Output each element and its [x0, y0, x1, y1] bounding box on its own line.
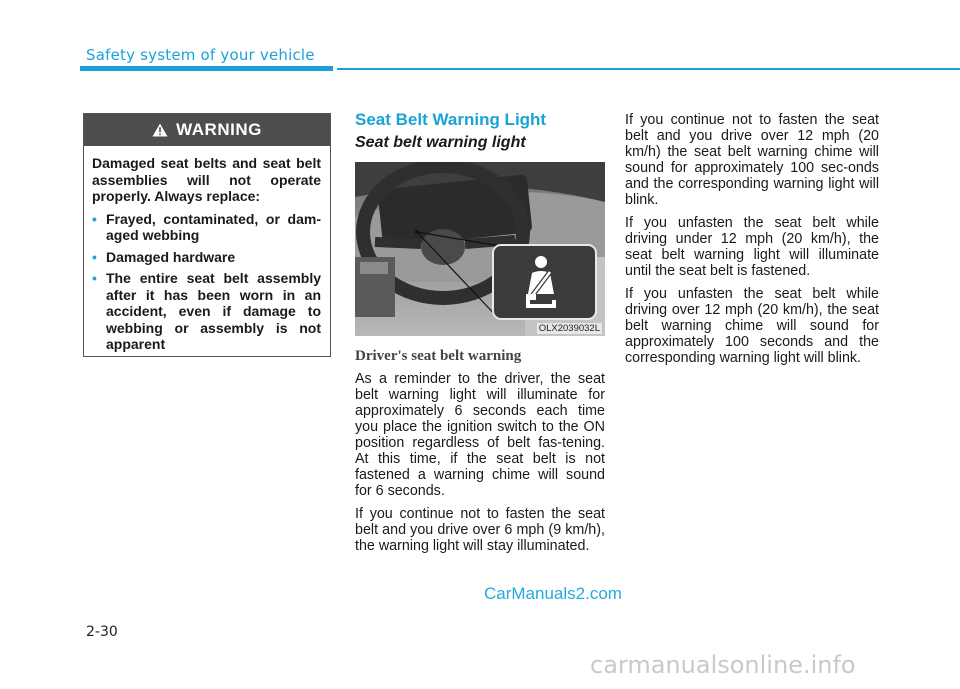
bullet-icon: •	[92, 270, 97, 286]
warning-heading: WARNING	[176, 120, 262, 139]
header-rule-thick	[80, 66, 333, 71]
driver-warning-heading: Driver's seat belt warning	[355, 348, 522, 364]
paragraph: If you unfasten the seat belt while driving over 12 mph (20 km/h), the seat belt warning chime will sound for approximately 100 seconds and the corresponding warning light will blink.	[625, 286, 879, 366]
warning-list-item: • Frayed, contaminated, or dam-aged webbing	[92, 210, 321, 243]
paragraph: If you continue not to fasten the seat belt and you drive over 6 mph (9 km/h), the warning light will stay illuminated.	[355, 506, 605, 554]
bullet-icon: •	[92, 248, 97, 265]
header-rule-thin	[337, 68, 960, 70]
warning-box	[83, 113, 331, 357]
section-header-title: Safety system of your vehicle	[86, 46, 315, 64]
warning-list-item: • Damaged hardware	[92, 248, 236, 265]
paragraph: If you continue not to fasten the seat belt and you drive over 12 mph (20 km/h) the seat belt warning chime will sound for approximately 100 sec-onds and the corresponding warning light will blink.	[625, 112, 879, 208]
section-subtitle: Seat belt warning light	[355, 134, 526, 151]
warning-triangle-icon	[152, 123, 168, 137]
footer-watermark: carmanualsonline.info	[590, 651, 856, 679]
watermark-link[interactable]: CarManuals2.com	[484, 584, 622, 603]
warning-list-item: • The entire seat belt assembly after it has been worn in an accident, even if damage to webbing or assembly is not apparent	[92, 270, 321, 352]
page-number: 2-30	[86, 624, 118, 640]
paragraph: As a reminder to the driver, the seat belt warning light will illuminate for approximately 6 seconds each time you place the ignition switch to the ON position regardless of belt fas-tening. At this time, if the seat belt is not fastened a warning chime will sound for 6 seconds.	[355, 371, 605, 499]
dashboard-figure	[355, 162, 605, 336]
figure-code: OLX2039032L	[538, 323, 600, 334]
section-title: Seat Belt Warning Light	[355, 110, 547, 129]
paragraph: If you unfasten the seat belt while driving under 12 mph (20 km/h), the seat belt warning light will illuminate until the seat belt is fastened.	[625, 215, 879, 279]
warning-list	[92, 211, 321, 353]
right-column-text	[625, 112, 879, 373]
warning-body	[84, 146, 330, 353]
middle-column-text	[355, 371, 605, 561]
bullet-icon: •	[92, 210, 97, 227]
seatbelt-warning-icon	[492, 244, 597, 320]
warning-intro: Damaged seat belts and seat belt assemblies will not operate properly. Always replace:	[92, 155, 321, 204]
warning-header	[84, 114, 330, 146]
